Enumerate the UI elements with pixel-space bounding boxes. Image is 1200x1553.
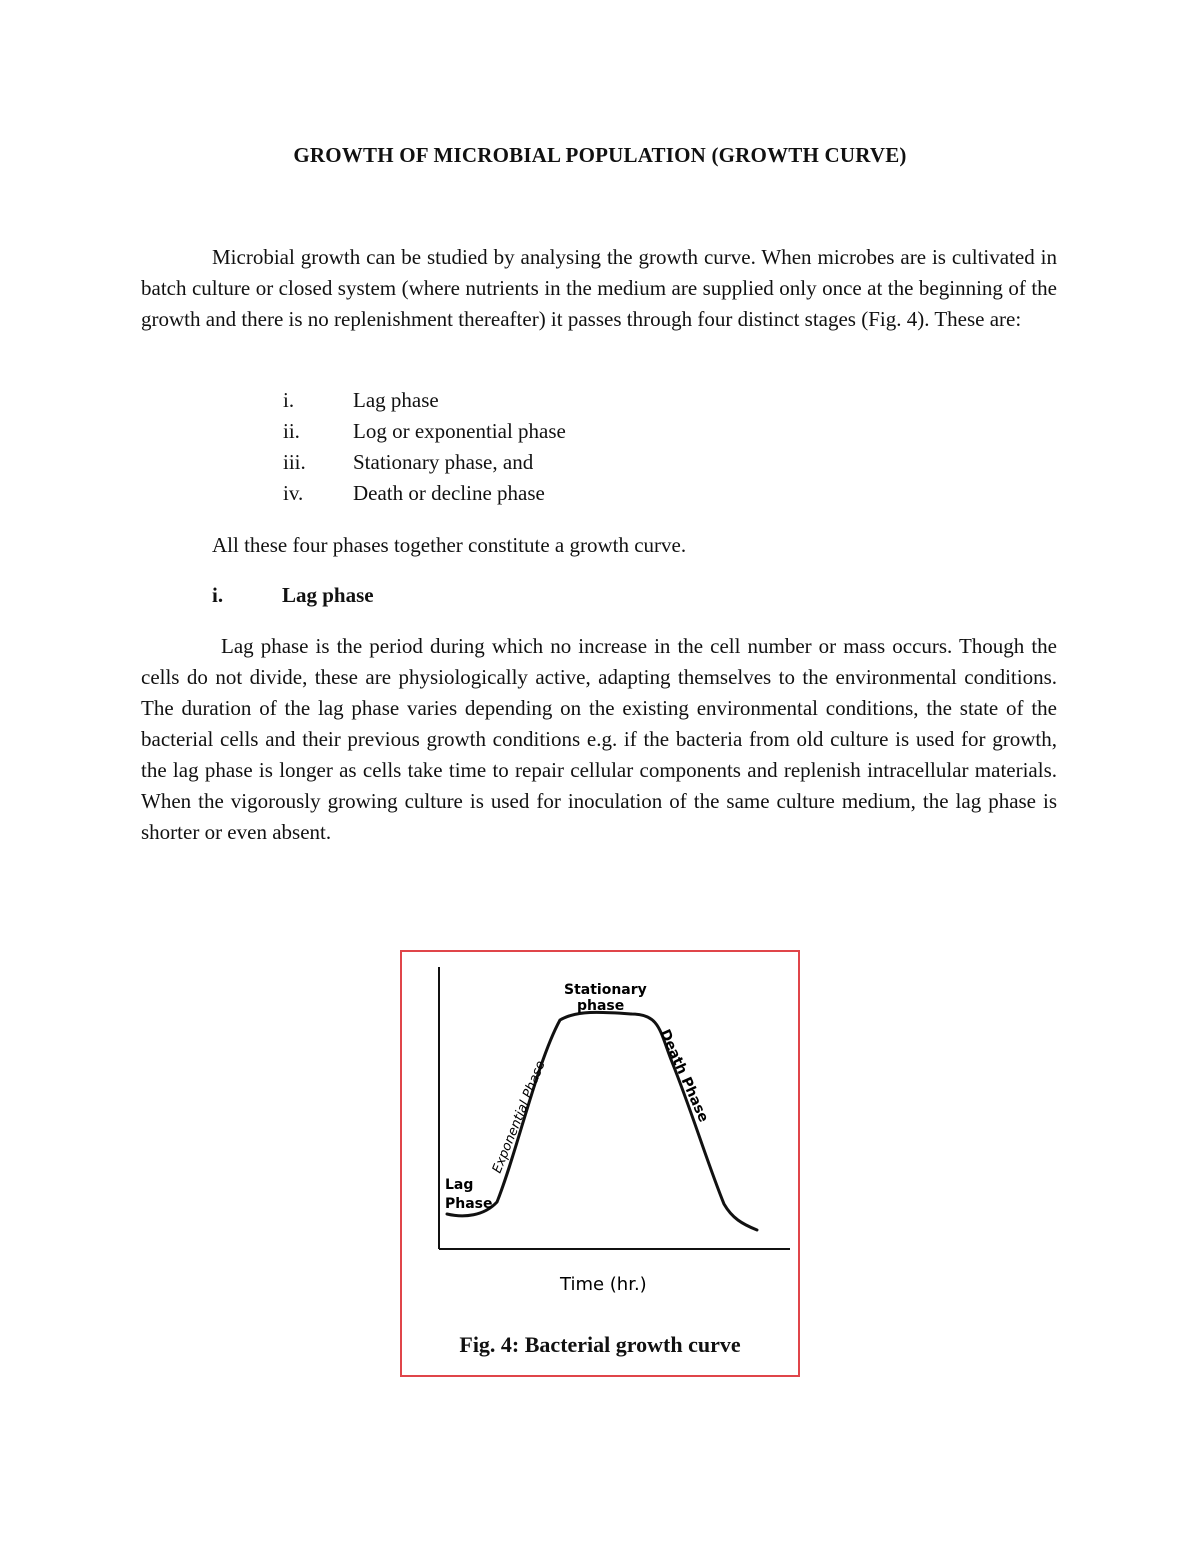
phase-list bbox=[283, 385, 566, 509]
list-item bbox=[283, 416, 566, 447]
list-item-label: Log or exponential phase bbox=[353, 419, 566, 443]
list-item-label: Stationary phase, and bbox=[353, 450, 534, 474]
figure-caption: Fig. 4: Bacterial growth curve bbox=[459, 1332, 741, 1357]
lag-phase-label: Phase bbox=[445, 1196, 493, 1212]
stationary-phase-label: phase bbox=[577, 998, 625, 1014]
growth-curve-figure bbox=[402, 952, 798, 1375]
death-phase-label: Death Phase bbox=[656, 1027, 712, 1125]
list-item-number: i. bbox=[283, 388, 295, 412]
list-item-number: ii. bbox=[283, 419, 300, 443]
list-item bbox=[283, 447, 566, 478]
growth-curve-line bbox=[447, 1012, 757, 1230]
figure-box bbox=[400, 950, 800, 1377]
summary-text: All these four phases together constitute a growth curve. bbox=[212, 533, 687, 557]
section-heading bbox=[212, 580, 374, 611]
exponential-phase-label: Exponential Phase bbox=[489, 1058, 549, 1176]
lag-phase-paragraph: Lag phase is the period during which no increase in the cell number or mass occurs. Though the cells do not divide, these are physiologically active, adapting themselves to the environmental conditions. The duration of the lag phase varies depending on the existing environmental conditions, the state of the bacterial cells and their previous growth conditions e.g. if the bacteria from old culture is used for growth, the lag phase is longer as cells take time to repair cellular components and replenish intracellular materials. When the vigorously growing culture is used for inoculation of the same culture medium, the lag phase is shorter or even absent. bbox=[141, 634, 1057, 844]
x-axis-label: Time (hr.) bbox=[560, 1274, 647, 1295]
list-item-number: iii. bbox=[283, 450, 306, 474]
lag-phase-label: Lag bbox=[445, 1177, 474, 1193]
section-title: Lag phase bbox=[282, 583, 374, 607]
intro-paragraph: Microbial growth can be studied by analysing the growth curve. When microbes are is cultivated in batch culture or closed system (where nutrients in the medium are supplied only once at the beginning of the growth and there is no replenishment thereafter) it passes through four distinct stages (Fig. 4). These are: bbox=[141, 245, 1057, 331]
section-number: i. bbox=[212, 583, 224, 607]
page-title: GROWTH OF MICROBIAL POPULATION (GROWTH CURVE) bbox=[293, 143, 907, 167]
list-item-label: Death or decline phase bbox=[353, 481, 545, 505]
list-item-number: iv. bbox=[283, 481, 304, 505]
list-item bbox=[283, 385, 566, 416]
list-item bbox=[283, 478, 566, 509]
list-item-label: Lag phase bbox=[353, 388, 439, 412]
stationary-phase-label: Stationary bbox=[564, 982, 647, 998]
